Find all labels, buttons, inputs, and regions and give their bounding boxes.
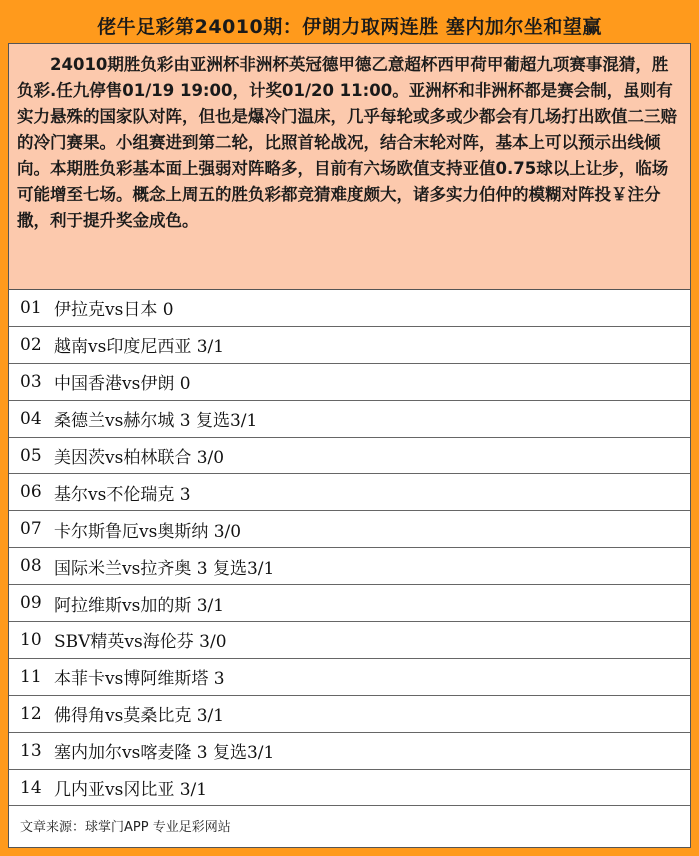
match-row xyxy=(9,438,690,475)
match-prediction: SBV精英vs海伦芬 3/0 xyxy=(54,632,227,653)
match-number: 06 xyxy=(20,482,42,503)
match-prediction: 卡尔斯鲁厄vs奥斯纳 3/0 xyxy=(54,521,242,542)
match-number: 05 xyxy=(20,445,42,466)
match-number: 01 xyxy=(20,297,42,318)
match-row xyxy=(9,733,690,770)
match-number: 04 xyxy=(20,408,42,429)
article-title: 佬牛足彩第24010期：伊朗力取两连胜 塞内加尔坐和望赢 xyxy=(97,15,602,38)
match-row xyxy=(9,327,690,364)
match-row xyxy=(9,364,690,401)
content-panel xyxy=(8,43,691,848)
match-number: 03 xyxy=(20,371,42,392)
match-row xyxy=(9,511,690,548)
match-row xyxy=(9,585,690,622)
match-prediction: 本菲卡vs博阿维斯塔 3 xyxy=(54,669,225,690)
match-prediction: 美因茨vs柏林联合 3/0 xyxy=(54,448,225,468)
match-prediction: 越南vs印度尼西亚 3/1 xyxy=(54,337,225,358)
match-number: 13 xyxy=(20,740,42,761)
match-prediction: 伊拉克vs日本 0 xyxy=(54,300,174,321)
match-number: 11 xyxy=(20,666,42,687)
match-prediction: 中国香港vs伊朗 0 xyxy=(54,374,191,395)
intro-paragraph: 24010期胜负彩由亚洲杯非洲杯英冠德甲德乙意超杯西甲荷甲葡超九项赛事混猜，胜负彩.任九停售01/19 19:00，计奖01/20 11:00。亚洲杯和非洲杯都是赛会制，虽则有实力悬殊的国家队对阵，但也是爆冷门温床，几乎每轮或多或少都会有几场打出欧值二三赔的冷门赛果。小组赛进到第二轮，比照首轮战况，结合末轮对阵，基本上可以预示出线倾向。本期胜负彩基本面上强弱对阵略多，目前有六场欧值支持亚值0.75球以上让步，临场可能增至七场。概念上周五的胜负彩都竞猜难度颇大，诸多实力伯仲的模糊对阵投￥注分撒，利于提升奖金成色。 xyxy=(9,44,690,290)
match-row xyxy=(9,659,690,696)
match-number: 12 xyxy=(20,703,42,724)
match-row xyxy=(9,770,690,807)
match-row xyxy=(9,290,690,327)
match-number: 08 xyxy=(20,556,42,577)
match-number: 09 xyxy=(20,593,42,614)
match-prediction: 佛得角vs莫桑比克 3/1 xyxy=(54,706,225,727)
match-number: 07 xyxy=(20,519,42,540)
match-number: 02 xyxy=(20,334,42,355)
source-footer: 文章来源：球掌门APP 专业足彩网站 xyxy=(20,819,231,835)
match-prediction: 国际米兰vs拉齐奥 3 复选3/1 xyxy=(54,558,275,579)
match-row xyxy=(9,401,690,438)
match-prediction: 几内亚vs冈比亚 3/1 xyxy=(54,780,208,801)
match-prediction: 塞内加尔vs喀麦隆 3 复选3/1 xyxy=(54,743,275,764)
match-prediction: 基尔vs不伦瑞克 3 xyxy=(54,484,191,505)
match-row xyxy=(9,474,690,511)
match-row xyxy=(9,622,690,659)
match-number: 10 xyxy=(20,629,42,650)
match-row xyxy=(9,548,690,585)
match-number: 14 xyxy=(20,777,42,798)
match-prediction: 桑德兰vs赫尔城 3 复选3/1 xyxy=(54,411,258,432)
match-row xyxy=(9,696,690,733)
match-prediction: 阿拉维斯vs加的斯 3/1 xyxy=(54,595,225,616)
